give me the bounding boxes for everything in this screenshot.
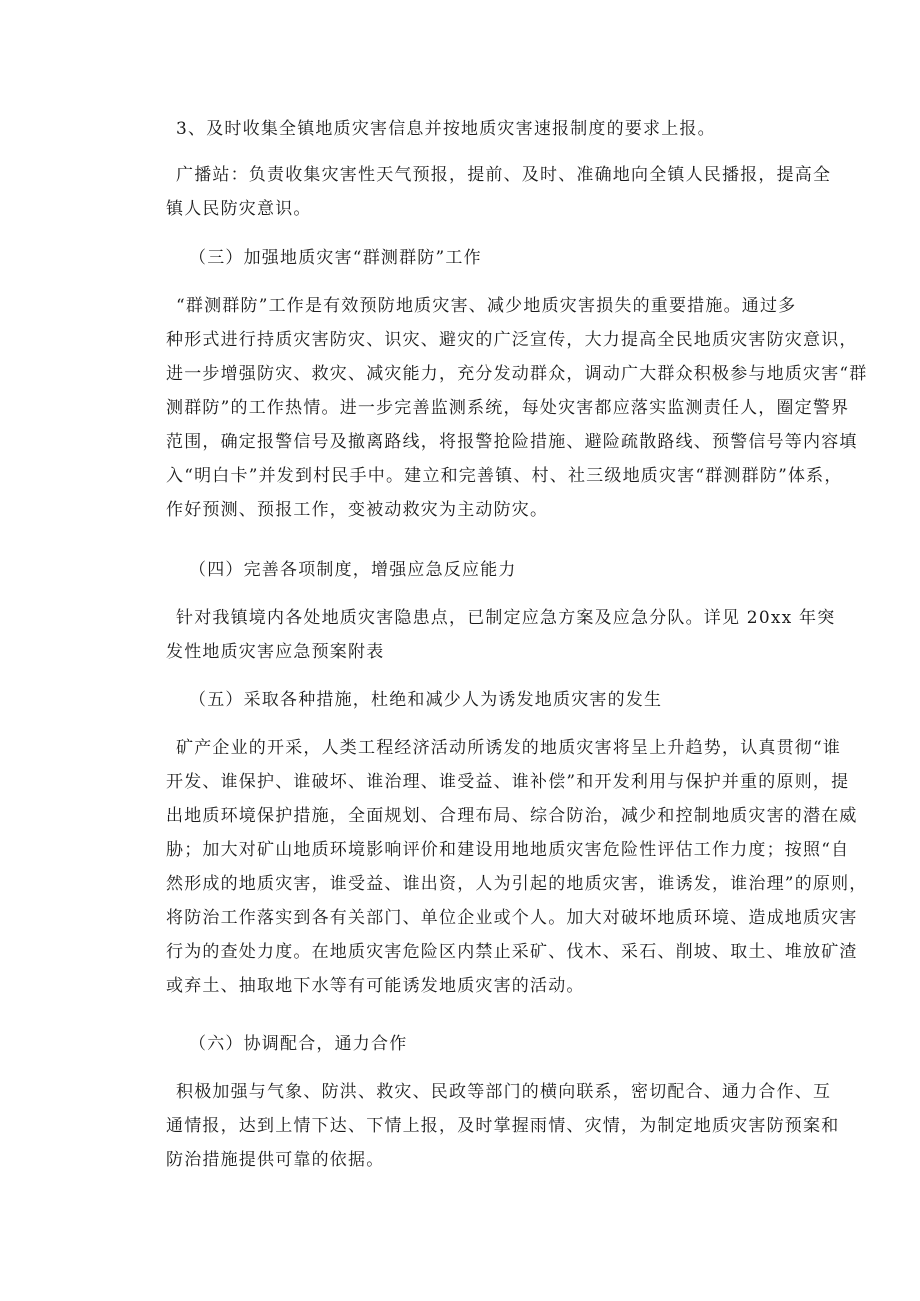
paragraph-coordination-cont	[166, 1109, 840, 1177]
text-line: 3、及时收集全镇地质灾害信息并按地质灾害速报制度的要求上报。	[176, 119, 716, 139]
text-line: 针对我镇境内各处地质灾害隐患点，已制定应急方案及应急分队。详见 20xx 年突	[176, 608, 836, 628]
text-line: 广播站：负责收集灾害性天气预报，提前、及时、准确地向全镇人民播报，提高全	[176, 165, 832, 185]
text-line: 矿产企业的开采，人类工程经济活动所诱发的地质灾害将呈上升趋势，认真贯彻“谁	[176, 738, 842, 758]
paragraph-report-item-3	[176, 112, 806, 146]
text-line: 或弃土、抽取地下水等有可能诱发地质灾害的活动。	[166, 976, 585, 996]
paragraph-broadcast-station	[176, 158, 832, 192]
text-line: 然形成的地质灾害，谁受益、谁出资，人为引起的地质灾害，谁诱发，谁治理”的原则，	[166, 874, 868, 894]
paragraph-emergency-plan	[176, 601, 836, 635]
text-line: 进一步增强防灾、救灾、减灾能力，充分发动群众，调动广大群众积极参与地质灾害“群	[166, 364, 868, 384]
section-heading-3	[189, 241, 819, 275]
paragraph-measures	[176, 731, 842, 765]
text-line: 行为的查处力度。在地质灾害危险区内禁止采矿、伐木、采石、削坡、取土、堆放矿渣	[166, 942, 858, 962]
paragraph-coordination	[176, 1075, 832, 1109]
text-line: 将防治工作落实到各有关部门、单位企业或个人。加大对破坏地质环境、造成地质灾害	[166, 908, 858, 928]
paragraph-mass-monitoring	[176, 289, 806, 323]
text-line: 开发、谁保护、谁破坏、谁治理、谁受益、谁补偿”和开发利用与保护并重的原则，提	[166, 772, 850, 792]
section-heading-6	[189, 1027, 819, 1061]
text-line: 测群防”的工作热情。进一步完善监测系统，每处灾害都应落实监测责任人，圈定警界	[166, 398, 850, 418]
paragraph-broadcast-station-cont	[166, 192, 796, 226]
text-line: 胁；加大对矿山地质环境影响评价和建设用地地质灾害危险性评估工作力度；按照“自	[166, 840, 850, 860]
heading-text: （六）协调配合，通力合作	[189, 1034, 408, 1054]
text-line: 通情报，达到上情下达、下情上报，及时掌握雨情、灾情，为制定地质灾害防预案和	[166, 1116, 840, 1136]
text-line: 种形式进行持质灾害防灾、识灾、避灾的广泛宣传，大力提高全民地质灾害防灾意识，	[166, 330, 858, 350]
paragraph-measures-cont	[166, 765, 868, 1003]
heading-text: （四）完善各项制度，增强应急反应能力	[189, 560, 517, 580]
text-line: “群测群防”工作是有效预防地质灾害、减少地质灾害损失的重要措施。通过多	[176, 296, 797, 316]
text-line: 镇人民防灾意识。	[166, 199, 312, 219]
paragraph-emergency-plan-cont	[166, 635, 796, 669]
text-line: 积极加强与气象、防洪、救灾、民政等部门的横向联系，密切配合、通力合作、互	[176, 1082, 832, 1102]
heading-text: （五）采取各种措施，杜绝和减少人为诱发地质灾害的发生	[189, 690, 663, 710]
text-line: 入“明白卡”并发到村民手中。建立和完善镇、村、社三级地质灾害“群测群防”体系，	[166, 466, 843, 486]
text-line: 作好预测、预报工作，变被动救灾为主动防灾。	[166, 500, 549, 520]
text-line: 发性地质灾害应急预案附表	[166, 642, 385, 662]
text-line: 防治措施提供可靠的依据。	[166, 1150, 385, 1170]
paragraph-mass-monitoring-cont	[166, 323, 868, 527]
text-line: 出地质环境保护措施，全面规划、合理布局、综合防治，减少和控制地质灾害的潜在威	[166, 806, 858, 826]
section-heading-5	[189, 683, 819, 717]
heading-text: （三）加强地质灾害“群测群防”工作	[189, 248, 482, 268]
section-heading-4	[189, 553, 819, 587]
text-line: 范围，确定报警信号及撤离路线，将报警抢险措施、避险疏散路线、预警信号等内容填	[166, 432, 858, 452]
